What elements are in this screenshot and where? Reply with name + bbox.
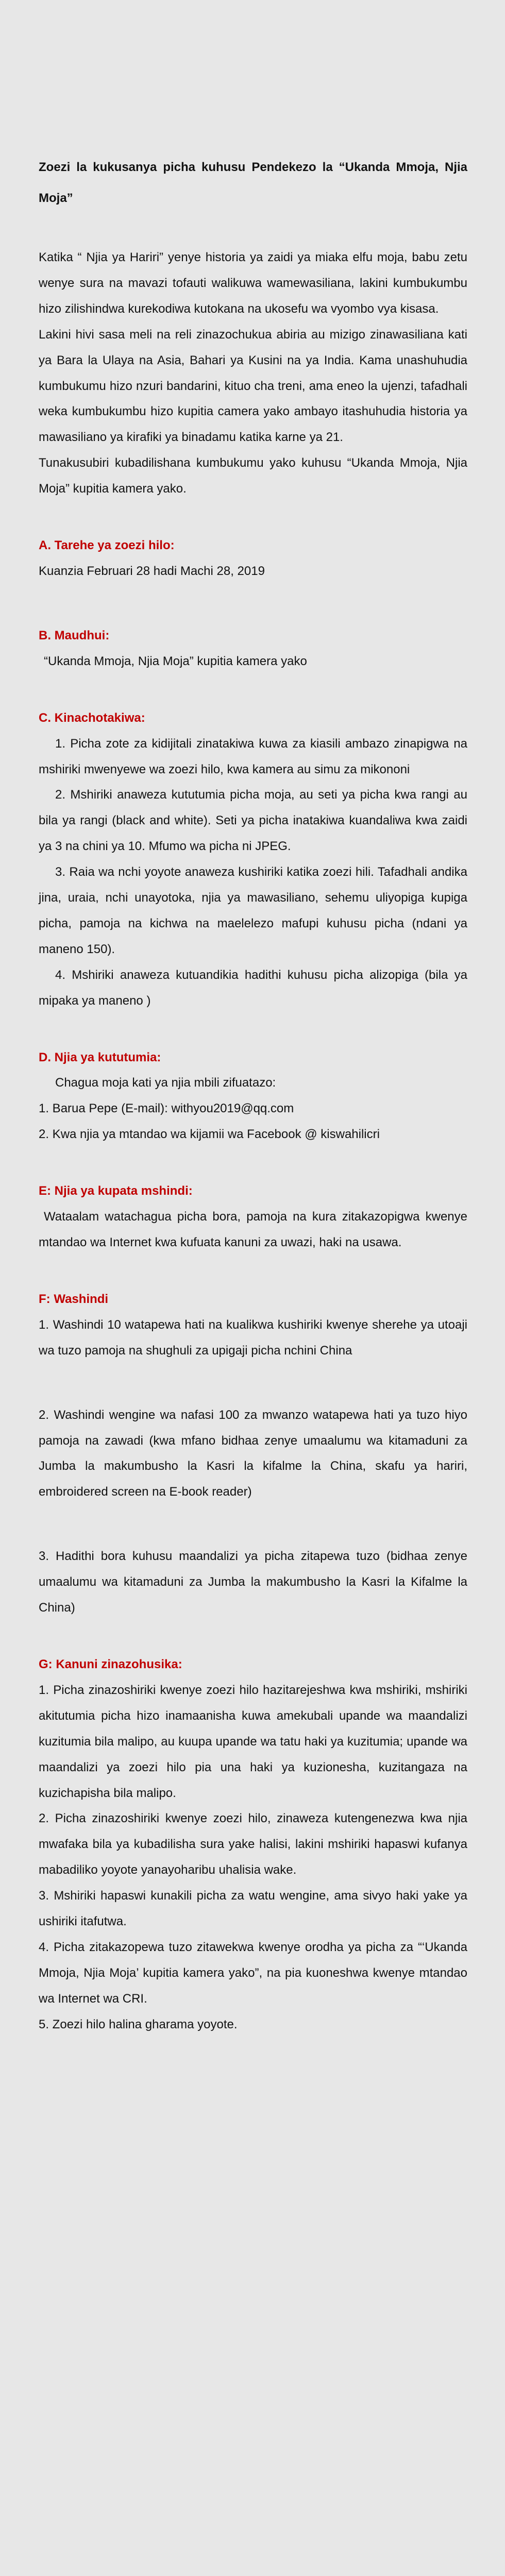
document-body: [39, 152, 467, 2038]
section-c-item-4: 4. Mshiriki anaweza kutuandikia hadithi kuhusu picha alizopiga (bila ya mipaka ya maneno ): [39, 968, 467, 1008]
section-a-heading: A. Tarehe ya zoezi hilo:: [39, 538, 175, 553]
section-g-heading: G: Kanuni zinazohusika:: [39, 1657, 182, 1671]
section-e-text: Wataalam watachagua picha bora, pamoja na kura zitakazopigwa kwenye mtandao wa Internet kwa kufuata kanuni za uwazi, haki na usawa.: [39, 1210, 467, 1249]
section-g-item-5: 5. Zoezi hilo halina gharama yoyote.: [39, 2017, 238, 2031]
section-g-item-3: 3. Mshiriki hapaswi kunakili picha za watu wengine, ama sivyo haki yake ya ushiriki itafutwa.: [39, 1889, 467, 1929]
section-a-text: Kuanzia Februari 28 hadi Machi 28, 2019: [39, 564, 265, 578]
section-d-intro: Chagua moja kati ya njia mbili zifuatazo:: [55, 1076, 276, 1090]
section-c-heading: C. Kinachotakiwa:: [39, 710, 145, 725]
section-c-item-1: 1. Picha zote za kidijitali zinatakiwa kuwa za kiasili ambazo zinapigwa na mshiriki mwenyewe wa zoezi hilo, kwa kamera au simu za mikononi: [39, 736, 467, 776]
intro-paragraph-2: Lakini hivi sasa meli na reli zinazochukua abiria au mizigo zinawasiliana kati ya Bara la Ulaya na Asia, Bahari ya Kusini na ya India. Kama unashuhudia kumbukumu hizo nzuri bandarini, kituo cha treni, ama eneo la ujenzi, tafadhali weka kumbukumbu hizo kupitia camera yako ambayo itashuhudia historia ya mawasiliano ya kirafiki ya binadamu katika karne ya 21.: [39, 327, 467, 445]
section-e-heading: E: Njia ya kupata mshindi:: [39, 1184, 193, 1198]
intro-paragraph-1: Katika “ Njia ya Hariri” yenye historia ya zaidi ya miaka elfu moja, babu zetu wenye sura na mavazi tofauti walikuwa wamewasiliana, lakini kumbukumbu hizo zilishindwa kurekodiwa kutokana na ukosefu wa vyombo vya kisasa.: [39, 250, 467, 316]
section-c-item-2: 2. Mshiriki anaweza kututumia picha moja, au seti ya picha kwa rangi au bila ya rangi (black and white). Seti ya picha inatakiwa kuandaliwa kwa zaidi ya 3 na chini ya 10. Mfumo wa picha ni JPEG.: [39, 788, 467, 854]
section-f-item-2: 2. Washindi wengine wa nafasi 100 za mwanzo watapewa hati ya tuzo hiyo pamoja na zawadi (kwa mfano bidhaa zenye umaalumu wa kitamaduni za Jumba la makumbusho la Kasri la kifalme la China, skafu ya hariri, embroidered screen na E-book reader): [39, 1408, 467, 1499]
section-f-item-1: 1. Washindi 10 watapewa hati na kualikwa kushiriki kwenye sherehe ya utoaji wa tuzo pamoja na shughuli za upigaji picha nchini China: [39, 1317, 467, 1358]
section-b-heading: B. Maudhui:: [39, 628, 110, 642]
section-g-item-1: 1. Picha zinazoshiriki kwenye zoezi hilo hazitarejeshwa kwa mshiriki, mshiriki akitutumia picha hizo inamaanisha kuwa amekubali upande wa maandalizi kuzitumia bila malipo, au kuupa upande wa tatu haki ya kuzitumia; upande wa maandalizi ya zoezi hilo pia una haki ya kuzionesha, kuzitangaza na kuzichapisha bila malipo.: [39, 1683, 467, 1800]
section-c-item-3: 3. Raia wa nchi yoyote anaweza kushiriki katika zoezi hili. Tafadhali andika jina, uraia, nchi unayotoka, njia ya mawasiliano, sehemu uliyopiga kupiga picha, pamoja na kichwa na maelelezo mafupi kuhusu picha (ndani ya maneno 150).: [39, 865, 467, 956]
section-g-item-4: 4. Picha zitakazopewa tuzo zitawekwa kwenye orodha ya picha za “‘Ukanda Mmoja, Njia Moja’ kupitia kamera yako”, na pia kuoneshwa kwenye mtandao wa Internet wa CRI.: [39, 1940, 467, 2006]
section-f-item-3: 3. Hadithi bora kuhusu maandalizi ya picha zitapewa tuzo (bidhaa zenye umaalumu wa kitamaduni za Jumba la makumbusho la Kasri la Kifalme la China): [39, 1549, 467, 1615]
section-d-item-email: 1. Barua Pepe (E-mail): withyou2019@qq.com: [39, 1101, 294, 1116]
section-f-heading: F: Washindi: [39, 1292, 109, 1306]
section-b-text: “Ukanda Mmoja, Njia Moja” kupitia kamera yako: [44, 654, 307, 668]
section-d-heading: D. Njia ya kututumia:: [39, 1050, 161, 1064]
section-g-item-2: 2. Picha zinazoshiriki kwenye zoezi hilo, zinaweza kutengenezwa kwa njia mwafaka bila ya kubadilisha sura yake halisi, lakini mshiriki hapaswi kufanya mabadiliko yoyote yanayoharibu uhalisia wake.: [39, 1811, 467, 1877]
intro-paragraph-3: Tunakusubiri kubadilishana kumbukumu yako kuhusu “Ukanda Mmoja, Njia Moja” kupitia kamera yako.: [39, 456, 467, 496]
section-d-item-facebook: 2. Kwa njia ya mtandao wa kijamii wa Facebook @ kiswahilicri: [39, 1127, 380, 1142]
document-title: Zoezi la kukusanya picha kuhusu Pendekezo la “Ukanda Mmoja, Njia Moja”: [39, 160, 467, 205]
